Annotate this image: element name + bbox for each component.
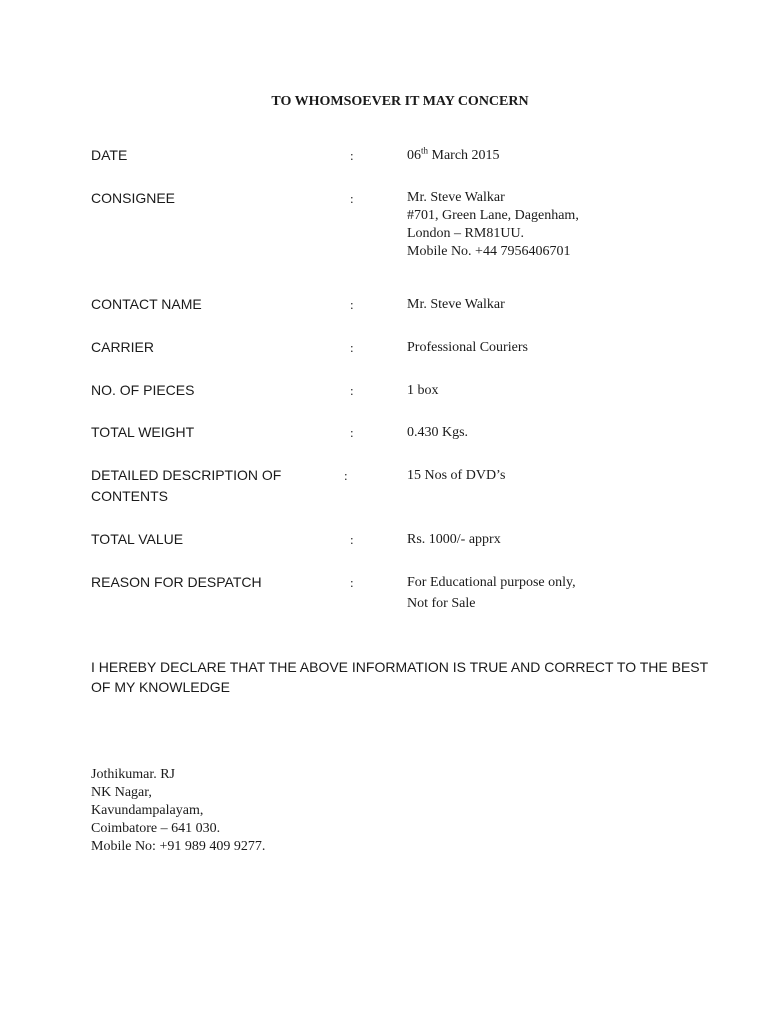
consignee-line: London – RM81UU.	[407, 226, 525, 241]
description-colon: :	[344, 468, 348, 483]
declaration-text: I HEREBY DECLARE THAT THE ABOVE INFORMATION IS TRUE AND CORRECT TO THE BEST OF MY KNOWLEDGE	[91, 659, 708, 695]
sender-line: Kavundampalayam,	[91, 803, 204, 818]
date-day: 06	[407, 148, 421, 163]
description-label	[91, 465, 281, 507]
pieces-label: NO. OF PIECES	[91, 382, 195, 398]
pieces-colon: :	[350, 383, 354, 398]
consignee-colon: :	[350, 191, 354, 206]
sender-address	[91, 766, 265, 856]
consignee-line: #701, Green Lane, Dagenham,	[407, 208, 579, 223]
reason-line: For Educational purpose only,	[407, 575, 576, 590]
contact-name-colon: :	[350, 297, 354, 312]
consignee-line: Mr. Steve Walkar	[407, 190, 505, 205]
carrier-label: CARRIER	[91, 339, 155, 355]
date-month-year: March 2015	[428, 148, 500, 163]
contact-name-value: Mr. Steve Walkar	[407, 297, 505, 312]
date-day-suffix: th	[421, 145, 429, 156]
total-value-label: TOTAL VALUE	[91, 531, 184, 547]
weight-colon: :	[350, 425, 354, 440]
sender-line: NK Nagar,	[91, 785, 152, 800]
sender-name: Jothikumar. RJ	[91, 767, 176, 782]
carrier-value: Professional Couriers	[407, 340, 528, 355]
consignee-line: Mobile No. +44 7956406701	[407, 244, 571, 259]
date-colon: :	[350, 148, 354, 163]
total-value-value: Rs. 1000/- apprx	[407, 532, 501, 547]
sender-mobile: Mobile No: +91 989 409 9277.	[91, 839, 266, 854]
consignee-value	[407, 189, 579, 261]
description-value: 15 Nos of DVD’s	[407, 468, 506, 483]
carrier-colon: :	[350, 340, 354, 355]
document-heading: TO WHOMSOEVER IT MAY CONCERN	[271, 94, 529, 109]
weight-value: 0.430 Kgs.	[407, 425, 469, 440]
description-label-line: CONTENTS	[91, 488, 168, 504]
consignee-label: CONSIGNEE	[91, 190, 176, 206]
date-label: DATE	[91, 147, 128, 163]
reason-line: Not for Sale	[407, 596, 476, 611]
pieces-value: 1 box	[407, 383, 439, 398]
date-value	[407, 145, 500, 166]
reason-value	[407, 572, 576, 614]
description-label-line: DETAILED DESCRIPTION OF	[91, 467, 282, 483]
reason-label: REASON FOR DESPATCH	[91, 574, 262, 590]
weight-label: TOTAL WEIGHT	[91, 424, 195, 440]
sender-line: Coimbatore – 641 030.	[91, 821, 221, 836]
reason-colon: :	[350, 575, 354, 590]
contact-name-label: CONTACT NAME	[91, 296, 202, 312]
total-value-colon: :	[350, 532, 354, 547]
